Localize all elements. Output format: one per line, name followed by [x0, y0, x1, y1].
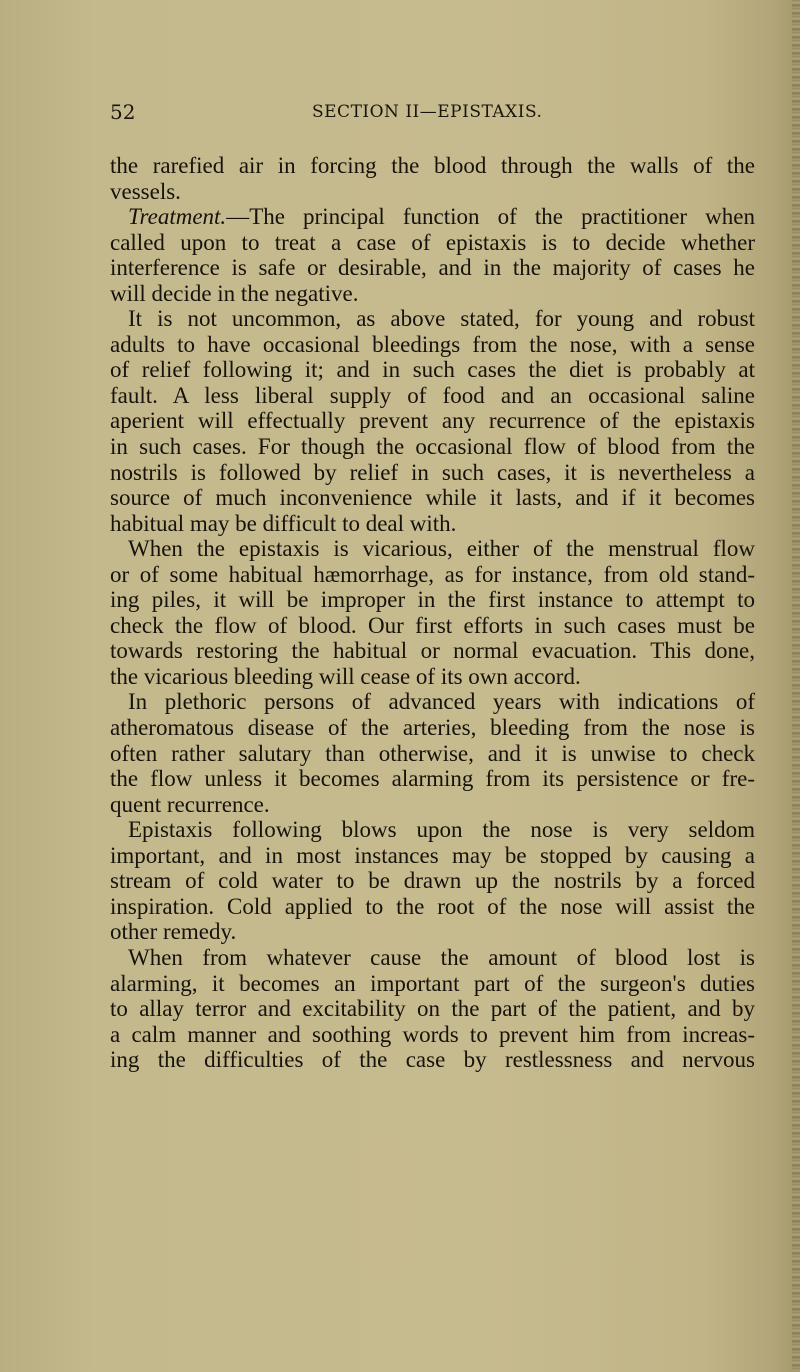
text-line [110, 511, 755, 537]
text-line [110, 945, 755, 971]
text-line-content: often rather salutary than otherwise, and it is unwise to check [110, 740, 755, 766]
text-line-content: alarming, it becomes an important part of the surgeon's duties [110, 970, 755, 996]
text-line-content: important, and in most instances may be stopped by causing a [110, 842, 755, 868]
text-line [110, 689, 755, 715]
text-line-content: towards restoring the habitual or normal evacuation. This done, [110, 638, 755, 664]
text-line [110, 843, 755, 869]
text-line-content: the vicarious bleeding will cease of its own accord. [110, 663, 581, 689]
text-line-content: to allay terror and excitability on the part of the patient, and by [110, 996, 755, 1022]
text-line-content: —The principal function of the practitioner when [226, 204, 755, 230]
text-line [110, 919, 755, 945]
text-line [110, 408, 755, 434]
text-line [110, 715, 755, 741]
text-line-content: source of much inconvenience while it lasts, and if it becomes [110, 485, 755, 511]
text-line-content: ing the difficulties of the case by restlessness and nervous [110, 1047, 755, 1073]
text-line-content: It is not uncommon, as above stated, for young and robust [128, 306, 755, 332]
page-number: 52 [110, 100, 136, 124]
text-line [110, 562, 755, 588]
text-line [110, 766, 755, 792]
text-line-content: Epistaxis following blows upon the nose is very seldom [128, 817, 755, 843]
text-line-content: in such cases. For though the occasional flow of blood from the [110, 434, 755, 460]
text-line [110, 281, 755, 307]
text-line [110, 255, 755, 281]
text-line [110, 460, 755, 486]
text-line-content: When the epistaxis is vicarious, either of the menstrual flow [128, 536, 755, 562]
text-line [110, 817, 755, 843]
text-line-content: quent recurrence. [110, 791, 270, 817]
text-line [110, 971, 755, 997]
text-line-content: other remedy. [110, 919, 237, 945]
text-line [110, 1047, 755, 1073]
text-line-content: the rarefied air in forcing the blood through the walls of the [110, 153, 755, 178]
text-line [110, 792, 755, 818]
text-line-content: called upon to treat a case of epistaxis is to decide whether [110, 229, 755, 255]
section-lead-italic: Treatment. [128, 204, 227, 230]
text-line [110, 485, 755, 511]
text-line-content: stream of cold water to be drawn up the nostrils by a forced [110, 868, 755, 894]
text-line [110, 1022, 755, 1048]
text-line [110, 741, 755, 767]
text-line [110, 613, 755, 639]
text-line [110, 996, 755, 1022]
text-line [110, 638, 755, 664]
text-line-content: interference is safe or desirable, and in the majority of cases he [110, 255, 755, 281]
text-line-content: In plethoric persons of advanced years with indications of [128, 689, 755, 715]
text-line-content: a calm manner and soothing words to prevent him from increas- [110, 1021, 755, 1047]
text-line-content: habitual may be difficult to deal with. [110, 510, 457, 536]
text-line [110, 434, 755, 460]
body-text [110, 153, 755, 1073]
text-line [110, 894, 755, 920]
text-line-content: inspiration. Cold applied to the root of the nose will assist the [110, 893, 755, 919]
text-line [110, 179, 755, 205]
text-line [110, 204, 755, 230]
running-head: SECTION II—EPISTAXIS. [312, 102, 543, 122]
page-header [0, 100, 800, 130]
text-line-content: or of some habitual hæmorrhage, as for instance, from old stand- [110, 561, 755, 587]
text-line-content: will decide in the negative. [110, 280, 359, 306]
text-line-content: fault. A less liberal supply of food and an occasional saline [110, 382, 755, 408]
text-line [110, 332, 755, 358]
text-line [110, 536, 755, 562]
text-line-content: adults to have occasional bleedings from the nose, with a sense [110, 331, 755, 357]
text-line-content: nostrils is followed by relief in such cases, it is nevertheless a [110, 459, 755, 485]
text-line [110, 383, 755, 409]
text-line [110, 357, 755, 383]
text-line [110, 230, 755, 256]
text-line [110, 153, 755, 179]
text-line-content: of relief following it; and in such cases the diet is probably at [110, 357, 755, 383]
text-line-content: vessels. [110, 178, 181, 204]
text-line [110, 664, 755, 690]
text-line-content: atheromatous disease of the arteries, bleeding from the nose is [110, 715, 755, 741]
text-line-content: ing piles, it will be improper in the first instance to attempt to [110, 587, 755, 613]
text-line [110, 587, 755, 613]
page-edge [792, 0, 800, 1372]
text-line [110, 868, 755, 894]
text-line-content: When from whatever cause the amount of blood lost is [128, 944, 755, 970]
text-line-content: aperient will effectually prevent any recurrence of the epistaxis [110, 408, 755, 434]
text-line-content: the flow unless it becomes alarming from its persistence or fre- [110, 766, 755, 792]
text-line-content: check the flow of blood. Our first efforts in such cases must be [110, 612, 755, 638]
text-line [110, 306, 755, 332]
